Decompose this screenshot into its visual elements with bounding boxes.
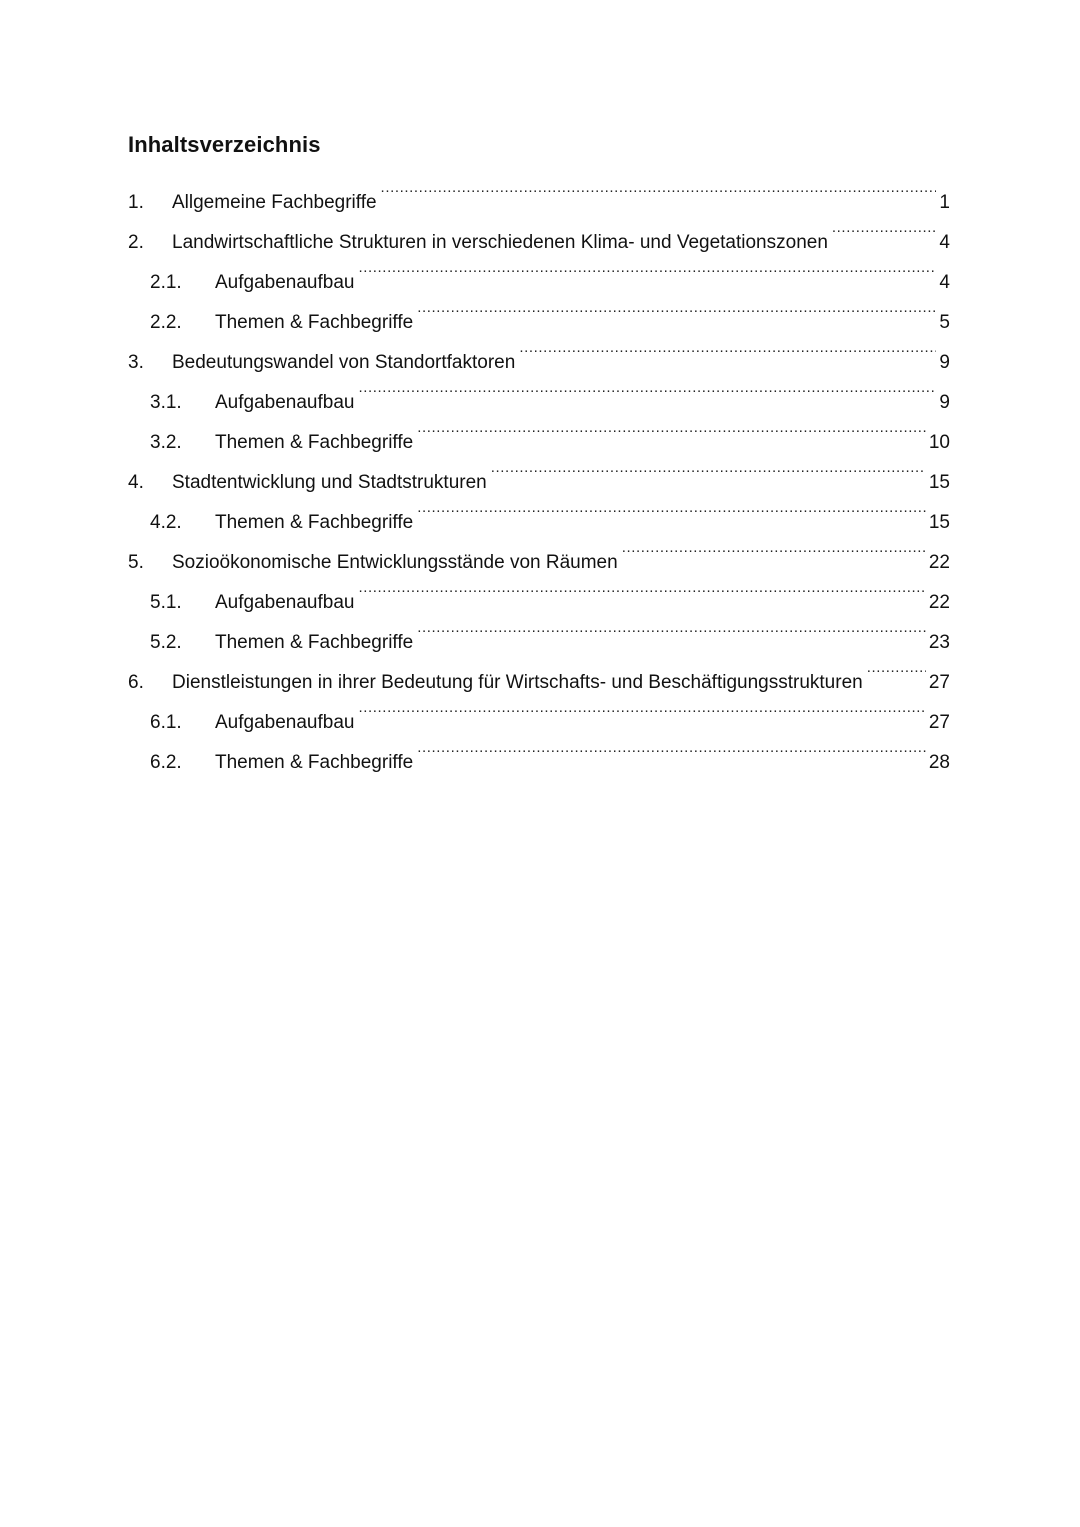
toc-entry-page-number: 15 <box>928 472 950 493</box>
toc-dot-leader <box>867 648 926 688</box>
toc-entry-number: 1. <box>128 192 144 213</box>
toc-entry-page-number: 22 <box>928 592 950 613</box>
toc-entry-label: Themen & Fachbegriffe <box>215 432 414 453</box>
toc-dot-leader <box>358 368 936 408</box>
toc-entry-number: 3. <box>128 352 144 373</box>
toc-entry-number: 5. <box>128 552 144 573</box>
toc-dot-leader <box>381 168 937 208</box>
toc-entry-number: 2.1. <box>150 272 182 293</box>
toc-title: Inhaltsverzeichnis <box>128 132 321 157</box>
toc-entry-number: 3.2. <box>150 432 182 453</box>
toc-entry-number: 6. <box>128 672 144 693</box>
toc-entry-label: Aufgabenaufbau <box>215 592 355 613</box>
toc-entry-label: Aufgabenaufbau <box>215 712 355 733</box>
toc-entry-number: 4.2. <box>150 512 182 533</box>
toc-entry-label: Stadtentwicklung und Stadtstrukturen <box>172 472 487 493</box>
toc-dot-leader <box>358 688 925 728</box>
toc-entry-label: Dienstleistungen in ihrer Bedeutung für Wirtschafts- und Beschäftigungsstrukturen <box>172 672 863 693</box>
toc-dot-leader <box>622 528 926 568</box>
toc-entry-page-number: 27 <box>928 672 950 693</box>
toc-entry-page-number: 9 <box>939 392 950 413</box>
toc-entry-page-number: 4 <box>939 272 950 293</box>
toc-entry-page-number: 15 <box>928 512 950 533</box>
toc-entry-label: Themen & Fachbegriffe <box>215 632 414 653</box>
toc-entry[interactable] <box>128 168 950 213</box>
toc-entry-label: Bedeutungswandel von Standortfaktoren <box>172 352 516 373</box>
toc-entry-page-number: 23 <box>928 632 950 653</box>
toc-dot-leader <box>417 488 926 528</box>
toc-dot-leader <box>417 408 926 448</box>
toc-entry-label: Themen & Fachbegriffe <box>215 512 414 533</box>
toc-entry-label: Allgemeine Fachbegriffe <box>172 192 377 213</box>
toc-dot-leader <box>417 608 926 648</box>
toc-entry-label: Landwirtschaftliche Strukturen in verschiedenen Klima- und Vegetationszonen <box>172 232 828 253</box>
toc-list <box>128 168 950 773</box>
toc-entry-page-number: 1 <box>939 192 950 213</box>
toc-entry-page-number: 9 <box>939 352 950 373</box>
toc-entry-page-number: 27 <box>928 712 950 733</box>
toc-entry-page-number: 28 <box>928 752 950 773</box>
toc-dot-leader <box>358 568 925 608</box>
toc-entry-number: 6.1. <box>150 712 182 733</box>
toc-entry-label: Sozioökonomische Entwicklungsstände von Räumen <box>172 552 618 573</box>
toc-dot-leader <box>417 288 936 328</box>
toc-entry-page-number: 10 <box>928 432 950 453</box>
toc-entry-number: 4. <box>128 472 144 493</box>
toc-entry-page-number: 4 <box>939 232 950 253</box>
toc-entry-number: 5.1. <box>150 592 182 613</box>
toc-entry-label: Themen & Fachbegriffe <box>215 752 414 773</box>
toc-entry-label: Aufgabenaufbau <box>215 272 355 293</box>
toc-dot-leader <box>519 328 936 368</box>
toc-entry-number: 2.2. <box>150 312 182 333</box>
toc-entry-page-number: 5 <box>939 312 950 333</box>
toc-entry-page-number: 22 <box>928 552 950 573</box>
toc-entry-number: 6.2. <box>150 752 182 773</box>
toc-entry-number: 5.2. <box>150 632 182 653</box>
toc-entry-number: 3.1. <box>150 392 182 413</box>
toc-dot-leader <box>417 728 926 768</box>
toc-dot-leader <box>358 248 936 288</box>
toc-entry-number: 2. <box>128 232 144 253</box>
toc-entry-label: Aufgabenaufbau <box>215 392 355 413</box>
table-of-contents <box>128 128 950 773</box>
toc-entry-label: Themen & Fachbegriffe <box>215 312 414 333</box>
toc-dot-leader <box>491 448 926 488</box>
toc-dot-leader <box>832 208 937 248</box>
